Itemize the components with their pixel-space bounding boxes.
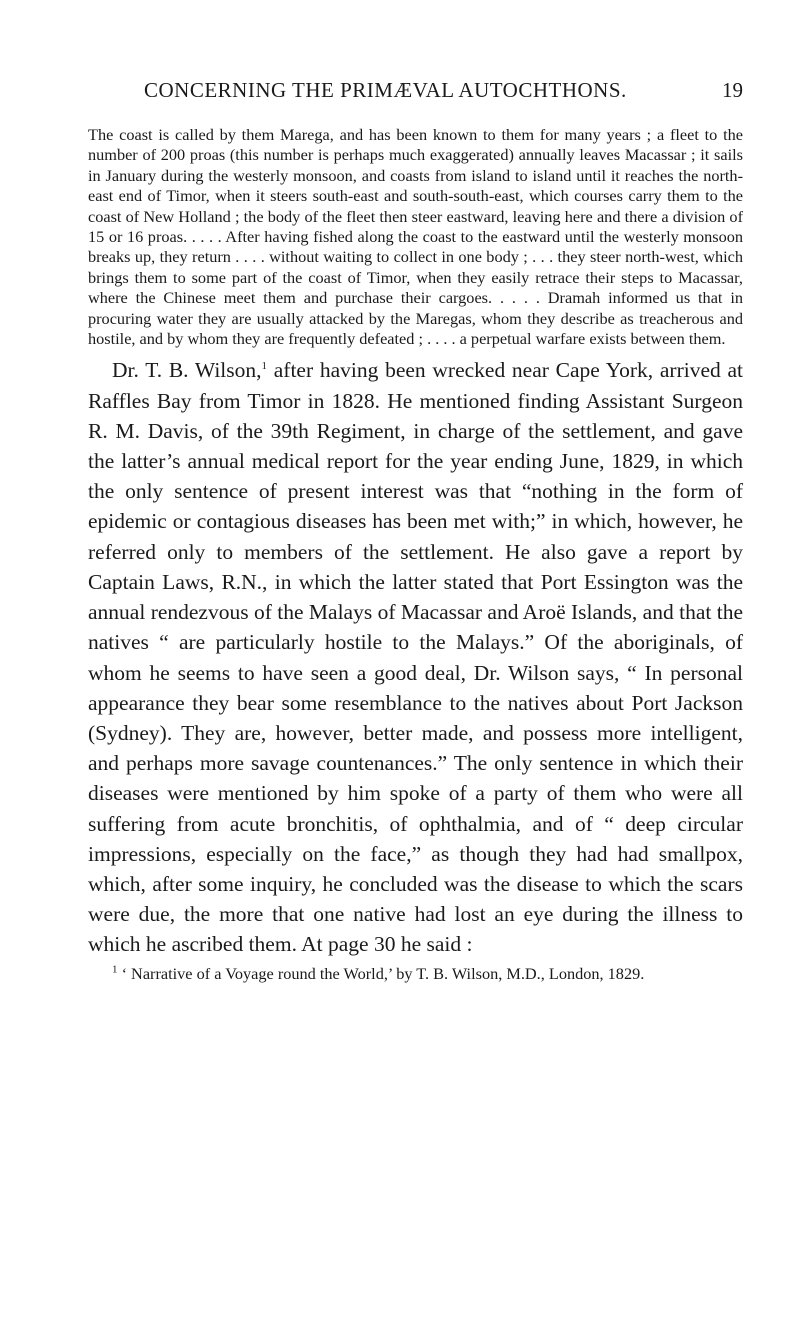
footnote-reference: 1 (261, 360, 268, 373)
paragraph-lead: Dr. T. B. Wilson, (112, 358, 262, 383)
paragraph-text: after having been wrecked near Cape York, arrived at Raffles Bay from Timor in 1828. He mentioned finding Assistant Surgeon R. M. Davis, of the 39th Regiment, in charge of the settlement, and gave the latter’s annual medical report for the year ending June, 1829, in which the only sentence of present interest was that “nothing in the form of epidemic or contagious diseases has been met with;” in which, however, he referred only to members of the settlement. He also gave a report by Captain Laws, R.N., in which the latter stated that Port Essington was the annual rendezvous of the Malays of Macassar and Aroë Islands, and that the natives “ are particularly hostile to the Malays.” Of the aboriginals, of whom he seems to have seen a good deal, Dr. Wilson says, “ In personal appearance they bear some resemblance to the natives about Port Jackson (Sydney). They are, however, better made, and possess more intelligent, and perhaps more savage countenances.” The only sentence in which their diseases were mentioned by him spoke of a party of them who were all suffering from acute bronchitis, of ophthalmia, and of “ deep circular impressions, especially on the face,” as though they had had smallpox, which, after some inquiry, he concluded was the disease to which the scars were due, the more that one native had lost an eye during the illness to which he ascribed them. At page 30 he said : (88, 358, 743, 957)
body-block (88, 125, 743, 984)
footnote (88, 964, 743, 985)
running-title: CONCERNING THE PRIMÆVAL AUTOCHTHONS. (144, 78, 627, 102)
main-paragraph (88, 355, 743, 959)
quoted-passage: The coast is called by them Marega, and has been known to them for many years ; a fleet to the number of 200 proas (this number is perhaps much exaggerated) annually leaves Macassar ; it sails in January during the westerly monsoon, and coasts from island to island until it reaches the north-east end of Timor, when it steers south-east and south-south-east, which courses carry them to the coast of New Holland ; the body of the fleet then steer eastward, leaving here and there a division of 15 or 16 proas. . . . . After having fished along the coast to the eastward until the westerly monsoon breaks up, they return . . . . without waiting to collect in one body ; . . . they steer north-west, which brings them to some part of the coast of Timor, when they easily retrace their steps to Macassar, where the Chinese meet them and purchase their cargoes. . . . . Dramah informed us that in procuring water they are usually attacked by the Maregas, whom they describe as treacherous and hostile, and by whom they are frequently defeated ; . . . . a perpetual warfare exists between them. (88, 125, 743, 349)
page-number: 19 (722, 78, 743, 102)
running-head (88, 78, 743, 108)
footnote-mark: 1 (112, 963, 118, 976)
footnote-text: ‘ Narrative of a Voyage round the World,’ by T. B. Wilson, M.D., London, 1829. (117, 963, 645, 983)
